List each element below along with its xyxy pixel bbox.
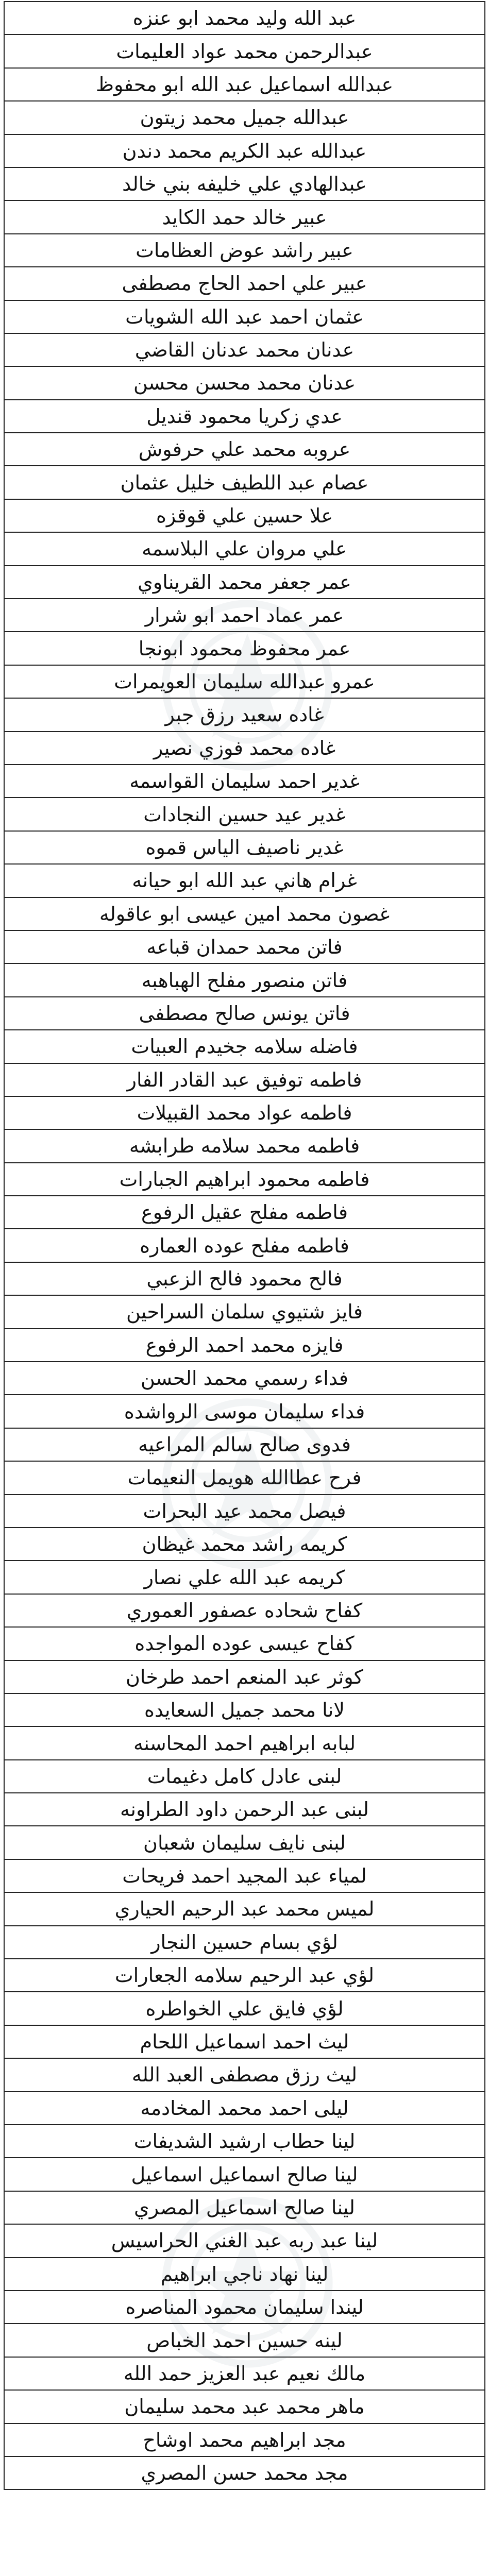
table-row: علي مروان علي البلاسمه xyxy=(5,533,484,566)
table-row: لانا محمد جميل السعايده xyxy=(5,1694,484,1727)
table-row: فيصل محمد عيد البحرات xyxy=(5,1495,484,1528)
table-row: مجد محمد حسن المصري xyxy=(5,2457,484,2490)
table-row: فاطمه محمد سلامه طرابشه xyxy=(5,1130,484,1163)
table-row: لبابه ابراهيم احمد المحاسنه xyxy=(5,1727,484,1760)
table-row: عبدالهادي علي خليفه بني خالد xyxy=(5,168,484,201)
table-row: فاطمه مفلح عقيل الرفوع xyxy=(5,1196,484,1229)
table-row: كريمه راشد محمد غيظان xyxy=(5,1528,484,1561)
table-row: عبد الله وليد محمد ابو عنزه xyxy=(5,2,484,35)
table-row: عدي زكريا محمود قنديل xyxy=(5,400,484,433)
table-row: عمرو عبدالله سليمان العويمرات xyxy=(5,666,484,699)
table-row: فايز شتيوي سلمان السراحين xyxy=(5,1296,484,1329)
names-table xyxy=(4,1,485,2490)
table-row: لينا صالح اسماعيل المصري xyxy=(5,2192,484,2225)
table-row: فاطمه توفيق عبد القادر الفار xyxy=(5,1064,484,1097)
table-row: لؤي عبد الرحيم سلامه الجعارات xyxy=(5,1959,484,1992)
table-row: غاده سعيد رزق جبر xyxy=(5,699,484,732)
table-row: عبدالرحمن محمد عواد العليمات xyxy=(5,35,484,68)
table-row: عثمان احمد عبد الله الشويات xyxy=(5,301,484,334)
table-row: فداء رسمي محمد الحسن xyxy=(5,1362,484,1395)
table-row: لينا عبد ربه عبد الغني الحراسيس xyxy=(5,2225,484,2258)
table-row: ليندا سليمان محمود المناصره xyxy=(5,2291,484,2324)
table-row: عدنان محمد عدنان القاضي xyxy=(5,334,484,367)
table-row: ليث رزق مصطفى العبد الله xyxy=(5,2059,484,2092)
table-row: مجد ابراهيم محمد اوشاح xyxy=(5,2424,484,2457)
table-row: غصون محمد امين عيسى ابو عاقوله xyxy=(5,898,484,931)
table-row: لينا نهاد ناجي ابراهيم xyxy=(5,2258,484,2291)
table-row: عبدالله جميل محمد زيتون xyxy=(5,101,484,134)
table-row: مالك نعيم عبد العزيز حمد الله xyxy=(5,2358,484,2391)
table-row: فاتن محمد حمدان قباعه xyxy=(5,931,484,964)
table-row: فاتن منصور مفلح الهباهبه xyxy=(5,964,484,997)
table-row: كريمه عبد الله علي نصار xyxy=(5,1561,484,1594)
table-row: علا حسين علي قوقزه xyxy=(5,500,484,533)
table-row: لؤي بسام حسين النجار xyxy=(5,1926,484,1959)
table-row: لؤي فايق علي الخواطره xyxy=(5,1992,484,2025)
table-row: كفاح عيسى عوده المواجده xyxy=(5,1628,484,1660)
table-row: عمر محفوظ محمود ابونجا xyxy=(5,632,484,665)
table-row: عمر جعفر محمد القريناوي xyxy=(5,566,484,599)
table-row: فالح محمود فالح الزعبي xyxy=(5,1263,484,1296)
table-row: لمياء عبد المجيد احمد فريحات xyxy=(5,1860,484,1893)
table-row: كفاح شحاده عصفور العموري xyxy=(5,1595,484,1628)
table-row: ماهر محمد عبد محمد سليمان xyxy=(5,2391,484,2424)
table-row: ليلى احمد محمد المخادمه xyxy=(5,2092,484,2125)
table-row: عبدالله اسماعيل عبد الله ابو محفوظ xyxy=(5,69,484,101)
table-row: لينا حطاب ارشيد الشديفات xyxy=(5,2125,484,2158)
table-row: فاضله سلامه جخيدم العبيات xyxy=(5,1030,484,1063)
table-row: فاتن يونس صالح مصطفى xyxy=(5,997,484,1030)
table-row: غدير ناصيف الياس قموه xyxy=(5,832,484,865)
table-row: عبير خالد حمد الكايد xyxy=(5,201,484,234)
table-row: فرح عطاالله هويمل النعيمات xyxy=(5,1462,484,1495)
table-row: لبنى نايف سليمان شعبان xyxy=(5,1826,484,1859)
table-row: فدوى صالح سالم المراعيه xyxy=(5,1429,484,1462)
table-row: عمر عماد احمد ابو شرار xyxy=(5,599,484,632)
table-row: كوثر عبد المنعم احمد طرخان xyxy=(5,1661,484,1694)
table-row: لينه حسين احمد الخباص xyxy=(5,2324,484,2357)
table-row: لميس محمد عبد الرحيم الحياري xyxy=(5,1893,484,1926)
table-row: فداء سليمان موسى الرواشده xyxy=(5,1395,484,1428)
table-row: غدير عيد حسين النجادات xyxy=(5,798,484,831)
table-row: فاطمه عواد محمد القبيلات xyxy=(5,1097,484,1130)
table-row: لينا صالح اسماعيل اسماعيل xyxy=(5,2158,484,2191)
table-row: عبير راشد عوض العظامات xyxy=(5,234,484,267)
table-row: غدير احمد سليمان القواسمه xyxy=(5,765,484,798)
table-row: غرام هاني عبد الله ابو حيانه xyxy=(5,865,484,897)
table-row: عبدالله عبد الكريم محمد دندن xyxy=(5,135,484,168)
table-row: لبنى عبد الرحمن داود الطراونه xyxy=(5,1793,484,1826)
table-row: عصام عبد اللطيف خليل عثمان xyxy=(5,466,484,499)
table-row: غاده محمد فوزي نصير xyxy=(5,732,484,765)
table-row: عروبه محمد علي حرفوش xyxy=(5,433,484,466)
table-row: عبير علي احمد الحاج مصطفى xyxy=(5,267,484,300)
table-row: لبنى عادل كامل دغيمات xyxy=(5,1760,484,1793)
table-row: ليث احمد اسماعيل اللحام xyxy=(5,2026,484,2059)
table-row: فايزه محمد احمد الرفوع xyxy=(5,1329,484,1362)
table-row: فاطمه مفلح عوده العماره xyxy=(5,1229,484,1262)
table-row: عدنان محمد محسن محسن xyxy=(5,367,484,400)
table-row: فاطمه محمود ابراهيم الجبارات xyxy=(5,1163,484,1196)
